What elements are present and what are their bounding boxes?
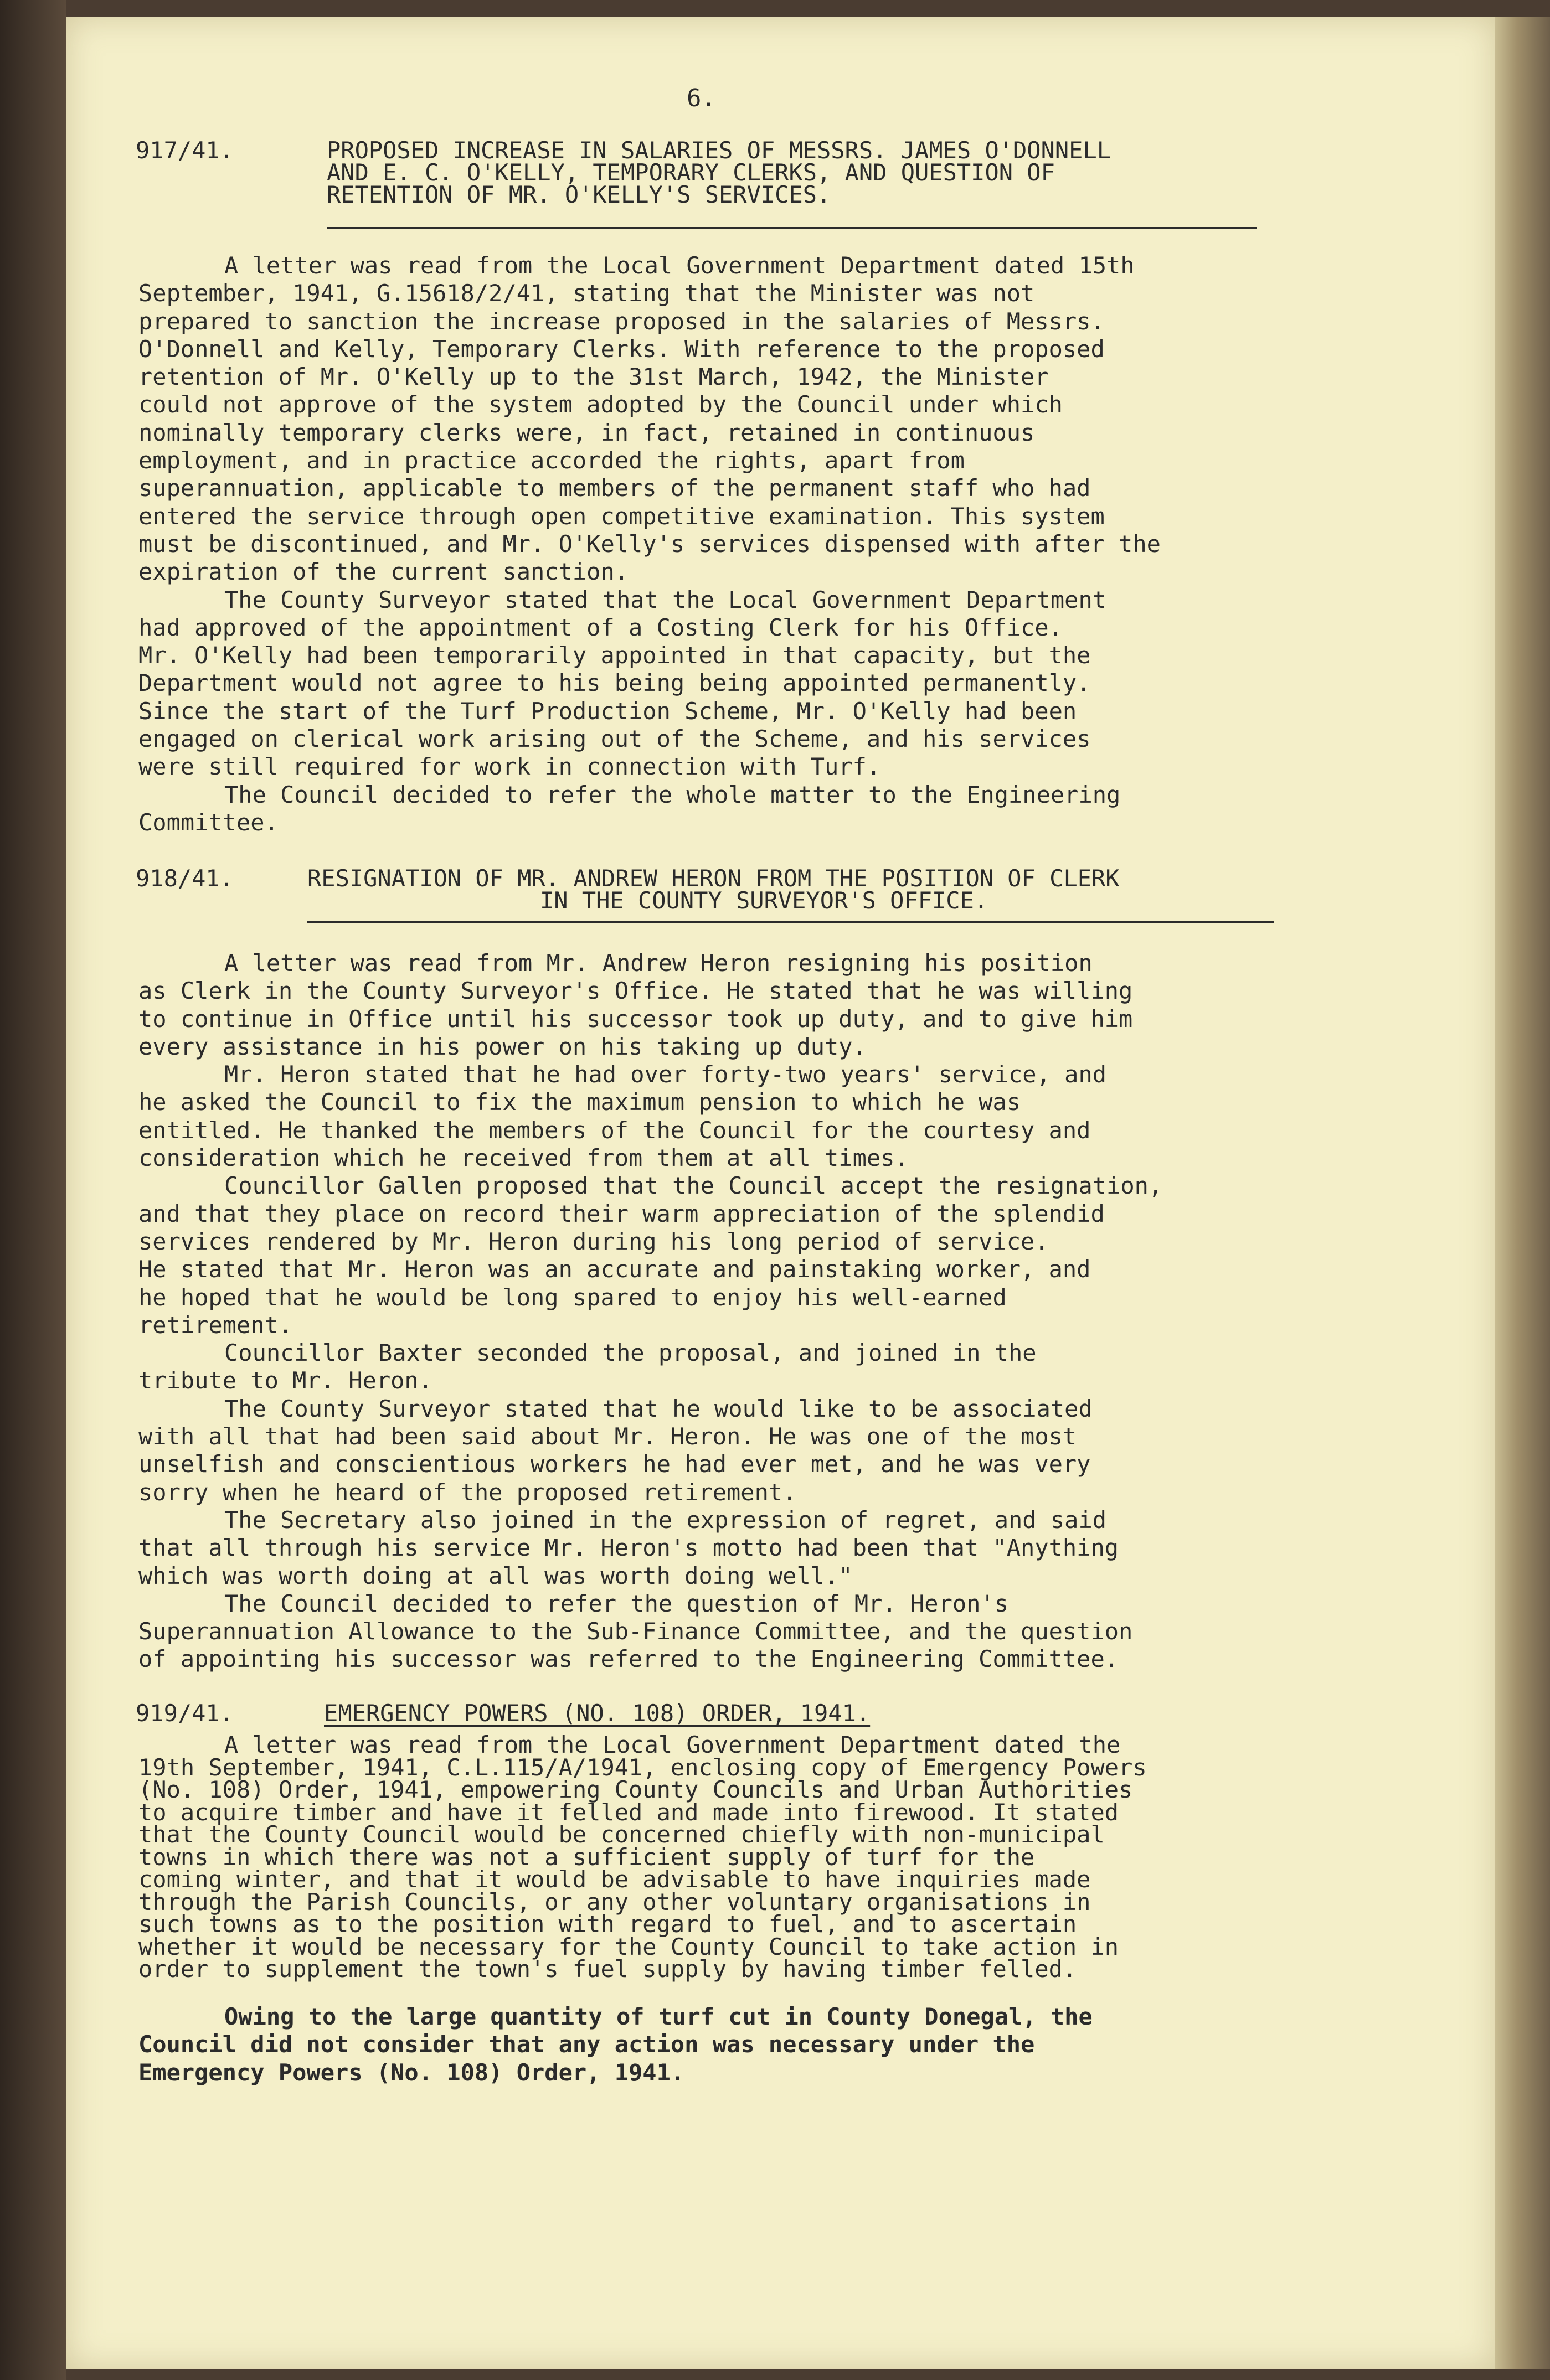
- page-edge: [1495, 17, 1550, 2369]
- body-line: Since the start of the Turf Production Scheme, Mr. O'Kelly had been: [138, 697, 1077, 725]
- body-line: The Secretary also joined in the expression of regret, and said: [224, 1506, 1107, 1534]
- body-line: entered the service through open competitive examination. This system: [138, 502, 1105, 530]
- body-line: must be discontinued, and Mr. O'Kelly's services dispensed with after the: [138, 530, 1161, 557]
- body-line: A letter was read from the Local Government Department dated 15th: [224, 252, 1135, 279]
- body-line: entitled. He thanked the members of the Council for the courtesy and: [138, 1116, 1091, 1144]
- body-line: as Clerk in the County Surveyor's Office. He stated that he was willing: [138, 977, 1133, 1005]
- body-line: Councillor Baxter seconded the proposal, and joined in the: [224, 1339, 1037, 1367]
- body-line: towns in which there was not a sufficient supply of turf for the: [138, 1843, 1035, 1871]
- body-line: The Council decided to refer the whole matter to the Engineering: [224, 781, 1121, 808]
- page-number: 6.: [687, 84, 716, 112]
- item-number-919: 919/41.: [136, 1700, 234, 1727]
- body-line: retirement.: [138, 1311, 293, 1339]
- body-line: and that they place on record their warm appreciation of the splendid: [138, 1200, 1105, 1227]
- body-line: engaged on clerical work arising out of the Scheme, and his services: [138, 725, 1091, 753]
- body-line: consideration which he received from them at all times.: [138, 1144, 909, 1172]
- item-number-917: 917/41.: [136, 137, 234, 164]
- body-line: prepared to sanction the increase proposed in the salaries of Messrs.: [138, 307, 1105, 335]
- body-line: order to supplement the town's fuel supply by having timber felled.: [138, 1955, 1077, 1983]
- heading-underline: [327, 227, 1257, 229]
- body-line: A letter was read from Mr. Andrew Heron resigning his position: [224, 949, 1093, 977]
- body-line: superannuation, applicable to members of the permanent staff who had: [138, 474, 1091, 502]
- heading-line: PROPOSED INCREASE IN SALARIES OF MESSRS. JAMES O'DONNELL: [327, 137, 1111, 164]
- body-line: unselfish and conscientious workers he had ever met, and he was very: [138, 1450, 1091, 1478]
- body-line: tribute to Mr. Heron.: [138, 1367, 433, 1395]
- body-line: Mr. O'Kelly had been temporarily appointed in that capacity, but the: [138, 642, 1091, 669]
- body-line: He stated that Mr. Heron was an accurate and painstaking worker, and: [138, 1256, 1091, 1283]
- body-line: such towns as to the position with regard to fuel, and to ascertain: [138, 1911, 1077, 1938]
- body-line: employment, and in practice accorded the rights, apart from: [138, 447, 965, 474]
- body-line: he hoped that he would be long spared to enjoy his well-earned: [138, 1283, 1007, 1311]
- body-line: of appointing his successor was referred to the Engineering Committee.: [138, 1645, 1119, 1673]
- body-line: Department would not agree to his being being appointed permanently.: [138, 669, 1091, 697]
- body-line: September, 1941, G.15618/2/41, stating that the Minister was not: [138, 280, 1035, 307]
- body-line: nominally temporary clerks were, in fact, retained in continuous: [138, 419, 1035, 446]
- heading-underline: [307, 921, 1274, 923]
- item-number-918: 918/41.: [136, 865, 234, 892]
- body-line: through the Parish Councils, or any other voluntary organisations in: [138, 1888, 1091, 1916]
- item-body-917: [138, 252, 1368, 837]
- body-line: whether it would be necessary for the County Council to take action in: [138, 1933, 1119, 1960]
- body-line: Committee.: [138, 808, 279, 836]
- body-line: were still required for work in connection with Turf.: [138, 753, 881, 781]
- body-line: Mr. Heron stated that he had over forty-two years' service, and: [224, 1061, 1107, 1088]
- body-line: services rendered by Mr. Heron during his long period of service.: [138, 1227, 1049, 1255]
- item-heading-919: [324, 1702, 870, 1725]
- body-line: could not approve of the system adopted by the Council under which: [138, 391, 1063, 419]
- body-line: Council did not consider that any action was necessary under the: [138, 2031, 1035, 2058]
- body-line: that the County Council would be concerned chiefly with non-municipal: [138, 1821, 1105, 1848]
- book-binding: [0, 0, 66, 2380]
- heading-line: RESIGNATION OF MR. ANDREW HERON FROM THE POSITION OF CLERK: [307, 865, 1120, 892]
- item-heading-918: [307, 865, 1120, 914]
- body-line: sorry when he heard of the proposed retirement.: [138, 1478, 797, 1506]
- body-line: coming winter, and that it would be advisable to have inquiries made: [138, 1866, 1091, 1893]
- body-line: Owing to the large quantity of turf cut in County Donegal, the: [224, 2003, 1093, 2030]
- body-line: retention of Mr. O'Kelly up to the 31st March, 1942, the Minister: [138, 363, 1049, 391]
- body-line: had approved of the appointment of a Costing Clerk for his Office.: [138, 613, 1063, 641]
- item-body-918: [138, 949, 1368, 1674]
- body-line: expiration of the current sanction.: [138, 558, 629, 586]
- heading-line: AND E. C. O'KELLY, TEMPORARY CLERKS, AND QUESTION OF: [327, 159, 1055, 186]
- item-body-919: [138, 1731, 1368, 1983]
- heading-line: RETENTION OF MR. O'KELLY'S SERVICES.: [327, 181, 831, 208]
- item-heading-917: [327, 137, 1111, 208]
- body-line: The County Surveyor stated that he would like to be associated: [224, 1395, 1093, 1422]
- body-line: he asked the Council to fix the maximum pension to which he was: [138, 1088, 1021, 1116]
- body-line: Emergency Powers (No. 108) Order, 1941.: [138, 2058, 685, 2086]
- body-line: 19th September, 1941, C.L.115/A/1941, enclosing copy of Emergency Powers: [138, 1753, 1147, 1781]
- body-line: Councillor Gallen proposed that the Council accept the resignation,: [224, 1172, 1163, 1200]
- body-line: (No. 108) Order, 1941, empowering County Councils and Urban Authorities: [138, 1776, 1133, 1803]
- body-line: that all through his service Mr. Heron's motto had been that "Anything: [138, 1534, 1119, 1562]
- heading-line: EMERGENCY POWERS (NO. 108) ORDER, 1941.: [324, 1700, 871, 1727]
- body-line: O'Donnell and Kelly, Temporary Clerks. With reference to the proposed: [138, 335, 1105, 363]
- body-line: to continue in Office until his successor took up duty, and to give him: [138, 1005, 1133, 1032]
- body-line: Superannuation Allowance to the Sub-Finance Committee, and the question: [138, 1618, 1133, 1645]
- body-line: The Council decided to refer the question of Mr. Heron's: [224, 1589, 1009, 1617]
- body-line: which was worth doing at all was worth doing well.": [138, 1562, 853, 1589]
- body-line: A letter was read from the Local Government Department dated the: [224, 1731, 1121, 1758]
- body-line: to acquire timber and have it felled and made into firewood. It stated: [138, 1798, 1119, 1826]
- body-line: The County Surveyor stated that the Local Government Department: [224, 586, 1107, 613]
- body-line: with all that had been said about Mr. Heron. He was one of the most: [138, 1423, 1077, 1450]
- item-closing-919: [138, 2003, 1368, 2087]
- body-line: every assistance in his power on his taking up duty.: [138, 1032, 867, 1060]
- heading-line: IN THE COUNTY SURVEYOR'S OFFICE.: [540, 887, 988, 914]
